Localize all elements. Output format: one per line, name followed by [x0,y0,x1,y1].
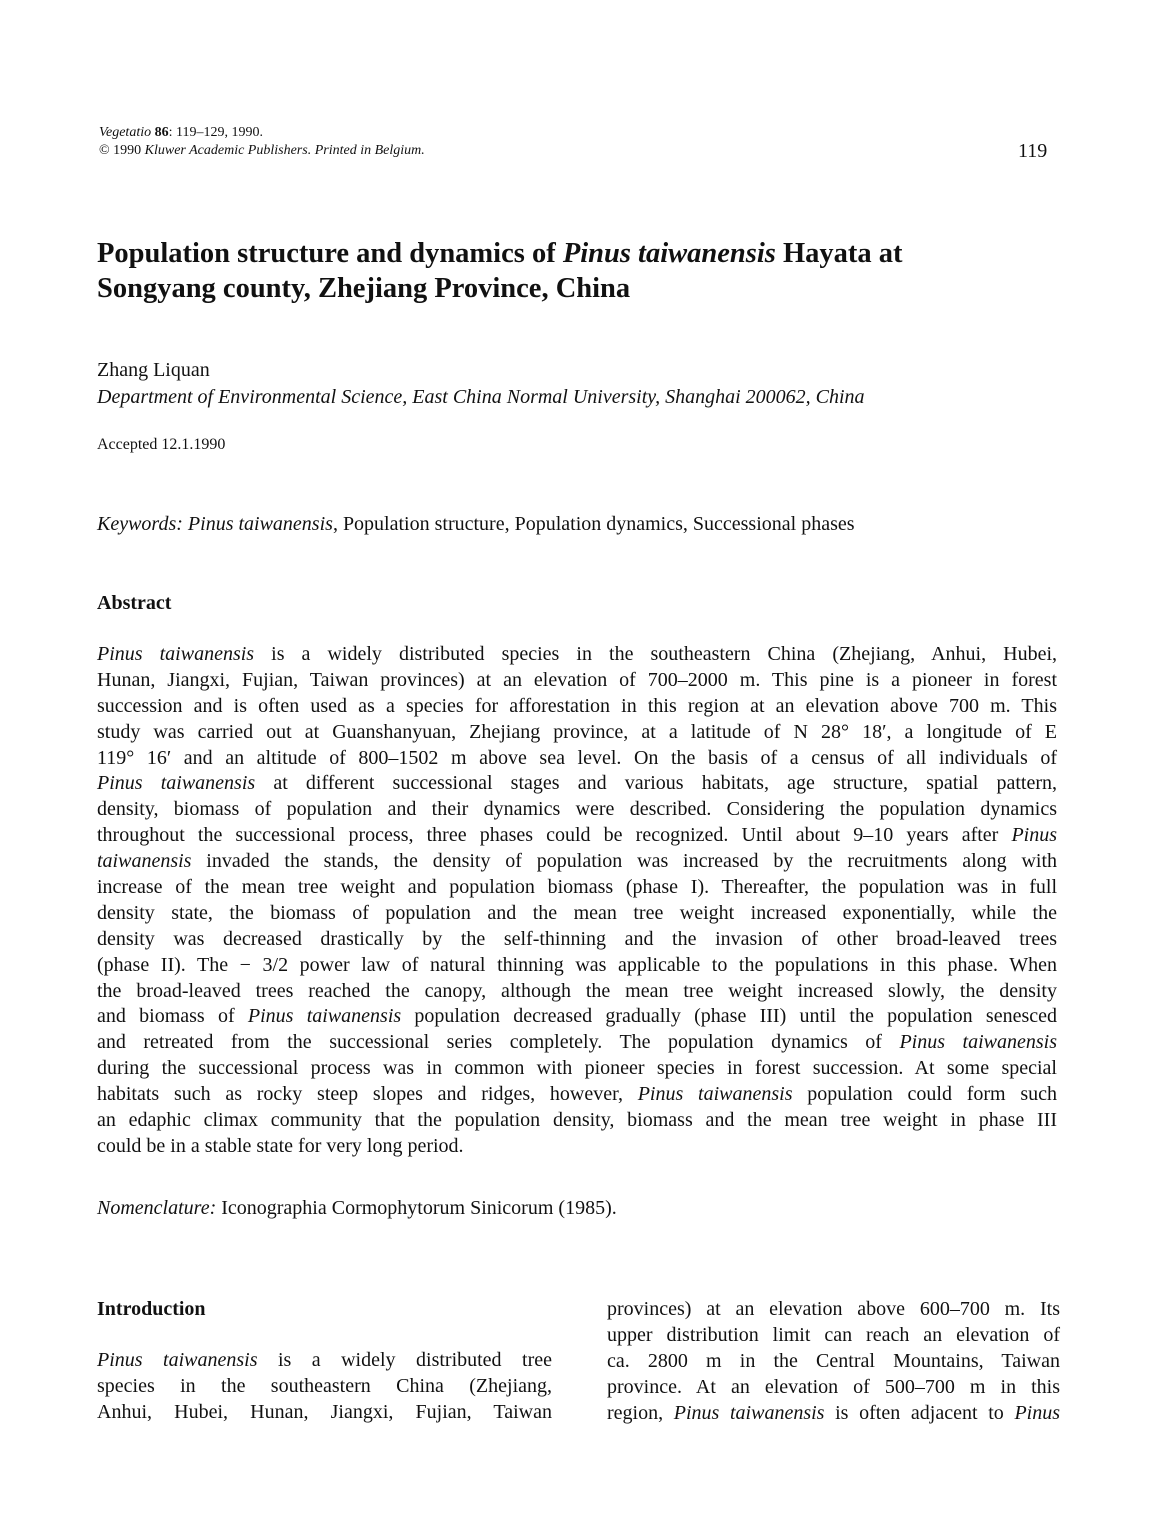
species-name: Pinus taiwanensis [899,1031,1057,1054]
copyright-line [99,142,425,160]
author-name: Zhang Liquan [97,359,210,381]
text-line [97,668,1057,694]
text-run: ca. 2800 m in the Central Mountains, Taiwan [607,1349,1060,1372]
title-line-2: Songyang county, Zhejiang Province, China [97,273,631,304]
citation-line [99,124,425,142]
abstract-body [97,642,1057,1160]
text-run: species in the southeastern China (Zhejiang, [97,1374,552,1397]
text-line [97,823,1057,849]
text-run: throughout the successional process, three phases could be recognized. Until about 9–10 years after [97,824,1012,847]
text-line [97,1004,1057,1030]
species-name: Pinus taiwanensis [97,772,256,795]
text-line [97,694,1057,720]
keywords-species: Pinus taiwanensis [187,513,333,535]
text-run: study was carried out at Guanshanyuan, Zhejiang province, at a latitude of N 28° 18′, a longitude of E [97,720,1057,743]
text-run: Anhui, Hubei, Hunan, Jiangxi, Fujian, Taiwan [97,1400,552,1423]
text-run: province. At an elevation of 500–700 m in this [607,1375,1060,1398]
nomenclature-text: Iconographia Cormophytorum Sinicorum (1985). [216,1197,617,1219]
text-run: and retreated from the successional series completely. The population dynamics of [97,1031,900,1054]
text-run: during the successional process was in common with pioneer species in forest succession. At some special [97,1057,1057,1080]
text-line [97,720,1057,746]
text-line [607,1375,1060,1401]
text-line [97,1056,1057,1082]
paper-title [97,236,1077,306]
text-line [607,1297,1060,1323]
page-number: 119 [1018,140,1048,162]
text-run: habitats such as rocky steep slopes and ridges, however, [97,1083,638,1106]
text-run: an edaphic climax community that the population density, biomass and the mean tree weight in phase III [97,1109,1057,1132]
publisher-text: Kluwer Academic Publishers. Printed in Belgium. [144,143,425,158]
keywords-list: , Population structure, Population dynamics, Successional phases [332,513,855,535]
text-line [97,901,1057,927]
text-line [607,1323,1060,1349]
text-line [97,979,1057,1005]
species-name: Pinus taiwanensis [673,1401,825,1424]
text-run: succession and is often used as a species for afforestation in this region at an elevation above 700 m. This [97,694,1057,717]
text-line [97,1030,1057,1056]
text-line [97,1400,552,1426]
text-line [97,771,1057,797]
text-run: region, [607,1401,674,1424]
text-run: the broad-leaved trees reached the canopy, although the mean tree weight increased slowly, the density [97,979,1057,1002]
text-line [97,1348,552,1374]
text-line [97,849,1057,875]
journal-volume: 86 [154,125,169,140]
text-run: is often adjacent to [824,1401,1015,1424]
text-run: upper distribution limit can reach an elevation of [607,1323,1060,1346]
text-run: is a widely distributed species in the southeastern China (Zhejiang, Anhui, Hubei, [254,643,1058,665]
title-line-1 [97,236,1077,271]
text-run: Hunan, Jiangxi, Fujian, Taiwan provinces) at an elevation of 700–2000 m. This pine is a pioneer in forest [97,668,1057,691]
text-line [97,1108,1057,1134]
text-run: increase of the mean tree weight and population biomass (phase I). Thereafter, the population was in full [97,876,1057,899]
text-line [97,1374,552,1400]
nomenclature-label: Nomenclature: [97,1197,217,1219]
accepted-date: Accepted 12.1.1990 [97,436,226,453]
text-run: population could form such [792,1083,1057,1106]
species-name: Pinus [1014,1401,1060,1424]
species-name: Pinus taiwanensis [97,643,255,665]
text-run: density, biomass of population and their dynamics were described. Considering the population dynamics [97,798,1057,821]
text-run: density was decreased drastically by the self-thinning and the invasion of other broad-leaved trees [97,927,1057,950]
species-name: Pinus taiwanensis [97,1349,258,1371]
text-line [97,797,1057,823]
journal-name: Vegetatio [99,125,152,140]
text-run: (phase II). The − 3/2 power law of natural thinning was applicable to the populations in this phase. When [97,953,1057,976]
text-line [97,927,1057,953]
title-species: Pinus taiwanensis [562,238,776,269]
text-run: at different successional stages and various habitats, age structure, spatial pattern, [255,772,1058,795]
text-run: population decreased gradually (phase III) until the population senesced [401,1005,1058,1028]
copyright-symbol: © 1990 [99,143,145,158]
text-line [97,642,1057,668]
species-name: Pinus taiwanensis [247,1005,402,1028]
text-line [97,1134,1057,1160]
introduction-heading: Introduction [97,1298,206,1320]
text-run: 119° 16′ and an altitude of 800–1502 m above sea level. On the basis of a census of all individuals of [97,746,1057,769]
species-name: Pinus taiwanensis [637,1083,793,1106]
title-text: Hayata at [775,238,903,269]
text-run: and biomass of [97,1005,248,1028]
introduction-column-left [97,1348,552,1426]
text-run: density state, the biomass of population and the mean tree weight increased exponentially, while the [97,901,1057,924]
introduction-column-right [607,1297,1060,1426]
abstract-heading: Abstract [97,592,172,614]
text-line [97,875,1057,901]
title-text: Population structure and dynamics of [97,238,563,269]
text-line [97,953,1057,979]
journal-citation [99,124,425,160]
journal-pages-year: : 119–129, 1990. [168,125,263,140]
text-run: could be in a stable state for very long period. [97,1134,464,1157]
text-line [97,1082,1057,1108]
keywords [97,511,855,537]
nomenclature [97,1197,617,1220]
text-line [607,1401,1060,1427]
text-run: is a widely distributed tree [257,1349,552,1371]
text-run: invaded the stands, the density of population was increased by the recruitments along with [191,850,1057,873]
keywords-label: Keywords: [97,513,183,535]
author-affiliation: Department of Environmental Science, East China Normal University, Shanghai 200062, China [97,386,865,408]
text-run: provinces) at an elevation above 600–700 m. Its [607,1298,1060,1320]
species-name: taiwanensis [97,850,192,873]
text-line [97,746,1057,772]
species-name: Pinus [1011,824,1057,847]
text-line [607,1349,1060,1375]
